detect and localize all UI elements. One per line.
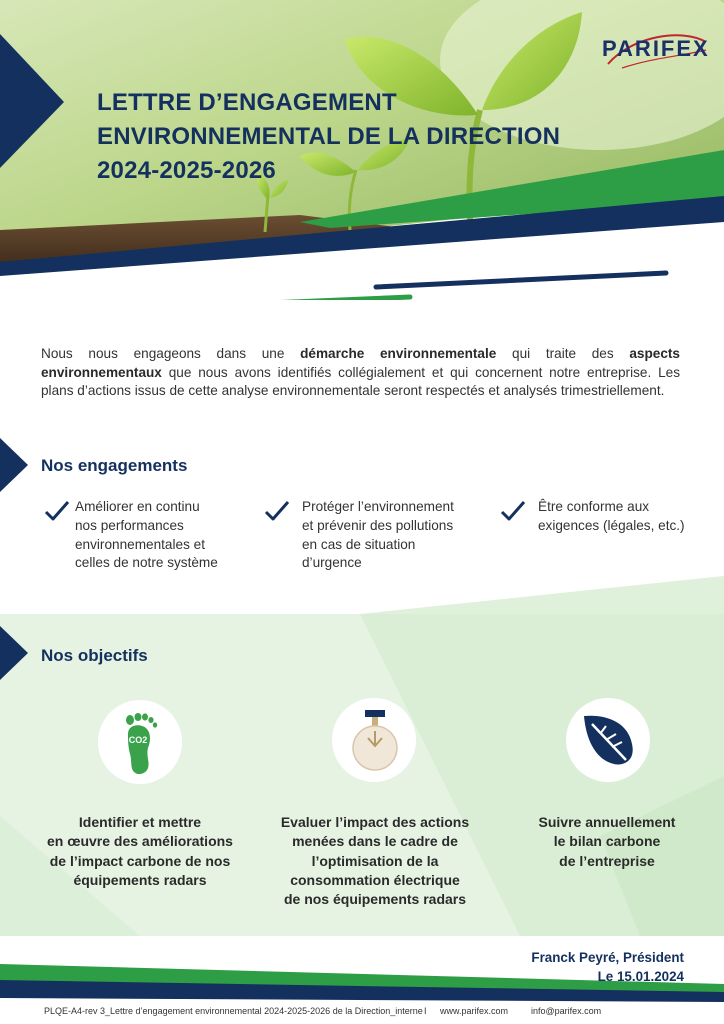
objectives-heading: Nos objectifs (41, 646, 148, 665)
objective-icon-circle (332, 698, 416, 782)
objective-line: Suivre annuellement (538, 814, 676, 830)
engagement-line: nos performances (75, 517, 184, 533)
footer-document-ref: PLQE-A4-rev 3_Lettre d’engagement environnemental 2024-2025-2026 de la Direction_interne (44, 1006, 423, 1016)
checkmark-icon (264, 500, 290, 522)
leaf-icon (566, 698, 650, 782)
signature-block (531, 948, 684, 986)
engagement-line: Protéger l’environnement (302, 499, 454, 514)
section-arrow-icon (0, 626, 28, 680)
objective-line: l’optimisation de la (311, 852, 439, 869)
engagement-line: et prévenir des pollutions (302, 517, 454, 533)
checkmark-icon (44, 500, 70, 522)
title-line-3: 2024-2025-2026 (97, 157, 276, 184)
objective-line: de l’entreprise (559, 852, 655, 869)
objective-icon-circle (566, 698, 650, 782)
footer-website-link[interactable]: www.parifex.com (440, 1006, 509, 1016)
footprint-co2-icon (98, 700, 182, 784)
objective-line: Identifier et mettre (78, 814, 202, 830)
engagement-line: Être conforme aux (538, 499, 650, 514)
objective-line: de l’impact carbone de nos (49, 852, 231, 869)
logo-text: PARIFEX (602, 36, 710, 61)
intro-text-3: que nous avons identifiés collégialement et qui concernent notre entreprise. Les plans d’actions issus de cette analyse environnementale seront respectés et analysés trimestriellement. (41, 364, 680, 399)
engagement-item-2 (264, 498, 484, 573)
intro-bold-2: aspects environnementaux (41, 346, 680, 380)
engagement-item-1 (44, 498, 244, 573)
intro-bold-1: démarche environnementale (300, 346, 497, 361)
engagement-text (264, 498, 484, 573)
section-arrow-icon (0, 438, 28, 492)
co2-label: CO2 (128, 735, 148, 745)
objective-line: équipements radars (73, 871, 207, 888)
objective-line: de nos équipements radars (283, 891, 467, 908)
footer-separator: I (424, 1006, 427, 1016)
header-banner (0, 0, 724, 300)
page-title (97, 86, 560, 188)
engagement-line: Améliorer en continu (75, 499, 200, 514)
checkmark-icon (500, 500, 526, 522)
title-line-1: LETTRE D’ENGAGEMENT (97, 89, 397, 116)
footer-email-link[interactable]: info@parifex.com (531, 1006, 602, 1016)
engagement-line: exigences (légales, etc.) (538, 517, 685, 533)
title-line-2: ENVIRONNEMENTAL DE LA DIRECTION (97, 123, 561, 150)
objective-icon-circle (98, 700, 182, 784)
engagement-line: environnementales et (75, 536, 205, 552)
objective-text-1 (22, 813, 258, 890)
engagement-line: en cas de situation (302, 536, 416, 552)
objective-line: consommation électrique (290, 871, 460, 888)
intro-text-1: Nous nous engageons dans une (41, 346, 301, 361)
objective-line: en œuvre des améliorations (47, 833, 233, 850)
light-bulb-icon (332, 698, 416, 782)
engagement-text (500, 498, 700, 536)
intro-paragraph (41, 345, 680, 401)
engagement-line: d’urgence (302, 555, 362, 571)
objective-line: menées dans le cadre de (292, 833, 458, 850)
company-logo (602, 24, 712, 72)
engagement-text (44, 498, 244, 573)
engagement-item-3 (500, 498, 700, 536)
signatory-name: Franck Peyré, Président (531, 950, 684, 965)
intro-text-2: qui traite des (496, 346, 630, 361)
engagement-line: celles de notre système (75, 555, 218, 571)
signature-date: Le 15.01.2024 (597, 969, 684, 984)
engagements-heading: Nos engagements (41, 456, 188, 475)
objective-line: Evaluer l’impact des actions (280, 814, 470, 830)
objective-text-2 (256, 813, 494, 909)
objective-text-3 (500, 813, 714, 871)
objective-line: le bilan carbone (553, 833, 661, 850)
